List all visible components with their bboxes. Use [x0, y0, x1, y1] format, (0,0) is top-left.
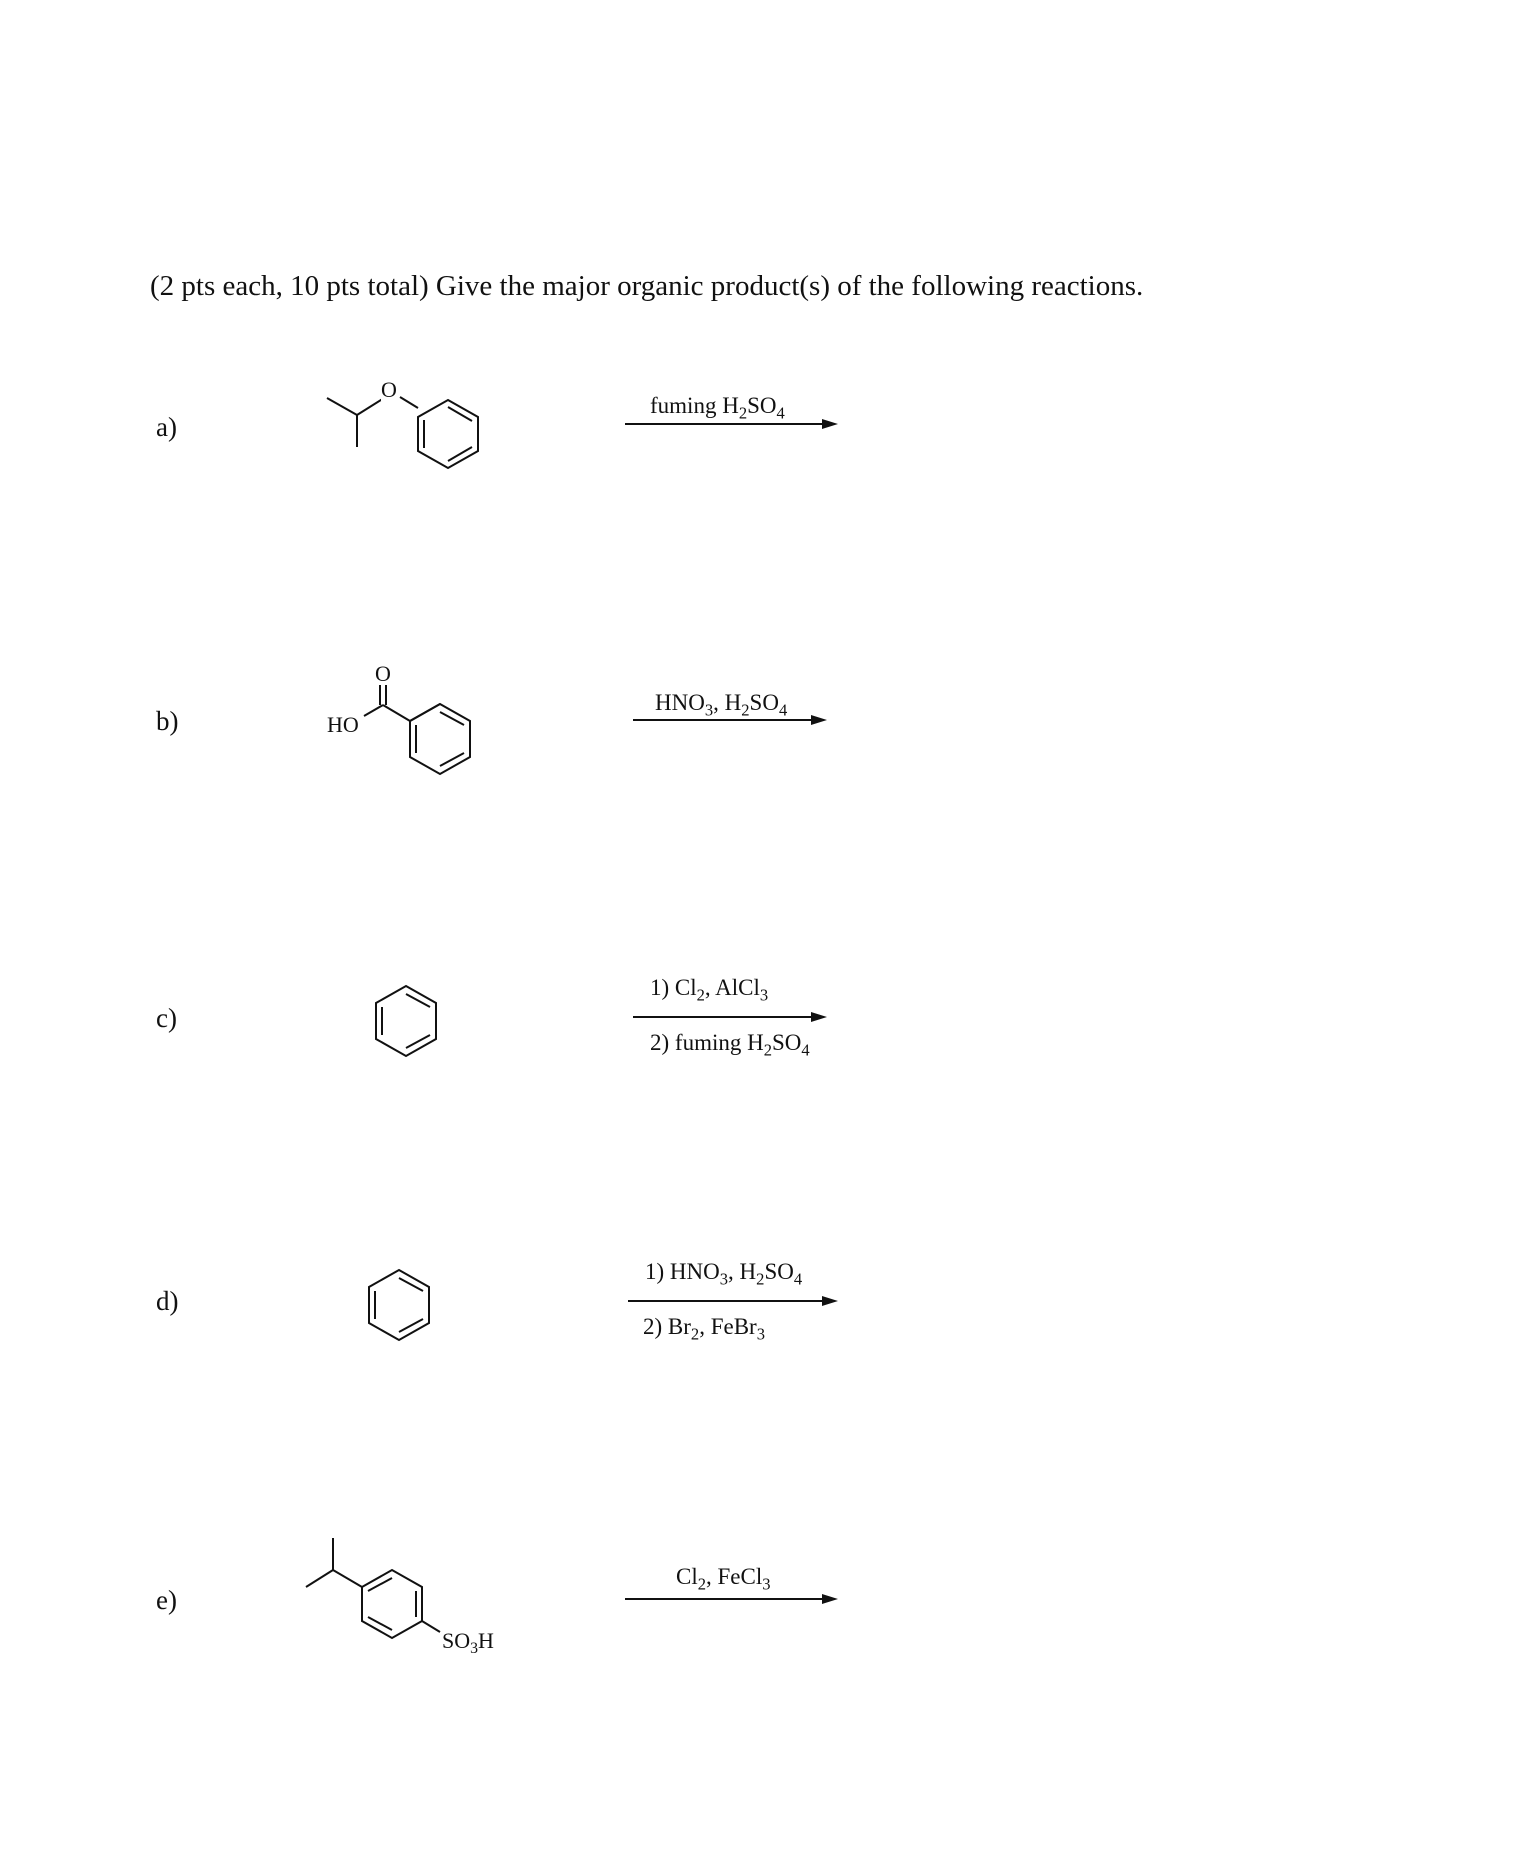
reagent-b: $HNO_3$, $H_2SO_4$	[655, 690, 788, 720]
label-e: e)	[156, 1585, 177, 1615]
reagent-d-step2: 2) $Br_2$, FeBr$_3$	[643, 1314, 765, 1344]
atom-o-a: O	[381, 377, 397, 402]
reagent-c-step1: 1) $Cl_2$, AlCl$_3$	[650, 975, 769, 1005]
label-a: a)	[156, 412, 177, 442]
atom-so3h-e: $SO_3H$	[442, 1628, 494, 1657]
atom-o-b: O	[375, 661, 391, 686]
question-text: (2 pts each, 10 pts total) Give the major organic product(s) of the following reactions.	[150, 270, 1144, 302]
reagent-d-step1: 1) $HNO_3$, $H_2SO_4$	[645, 1259, 803, 1289]
label-b: b)	[156, 706, 179, 736]
reagent-a: fuming $H_2SO_4$	[650, 393, 785, 423]
atom-ho-b: HO	[327, 712, 359, 737]
label-c: c)	[156, 1003, 177, 1033]
label-d: d)	[156, 1286, 179, 1316]
reagent-c-step2: 2) fuming $H_2SO_4$	[650, 1030, 810, 1060]
reagent-e: $Cl_2$, FeCl$_3$	[676, 1564, 771, 1594]
